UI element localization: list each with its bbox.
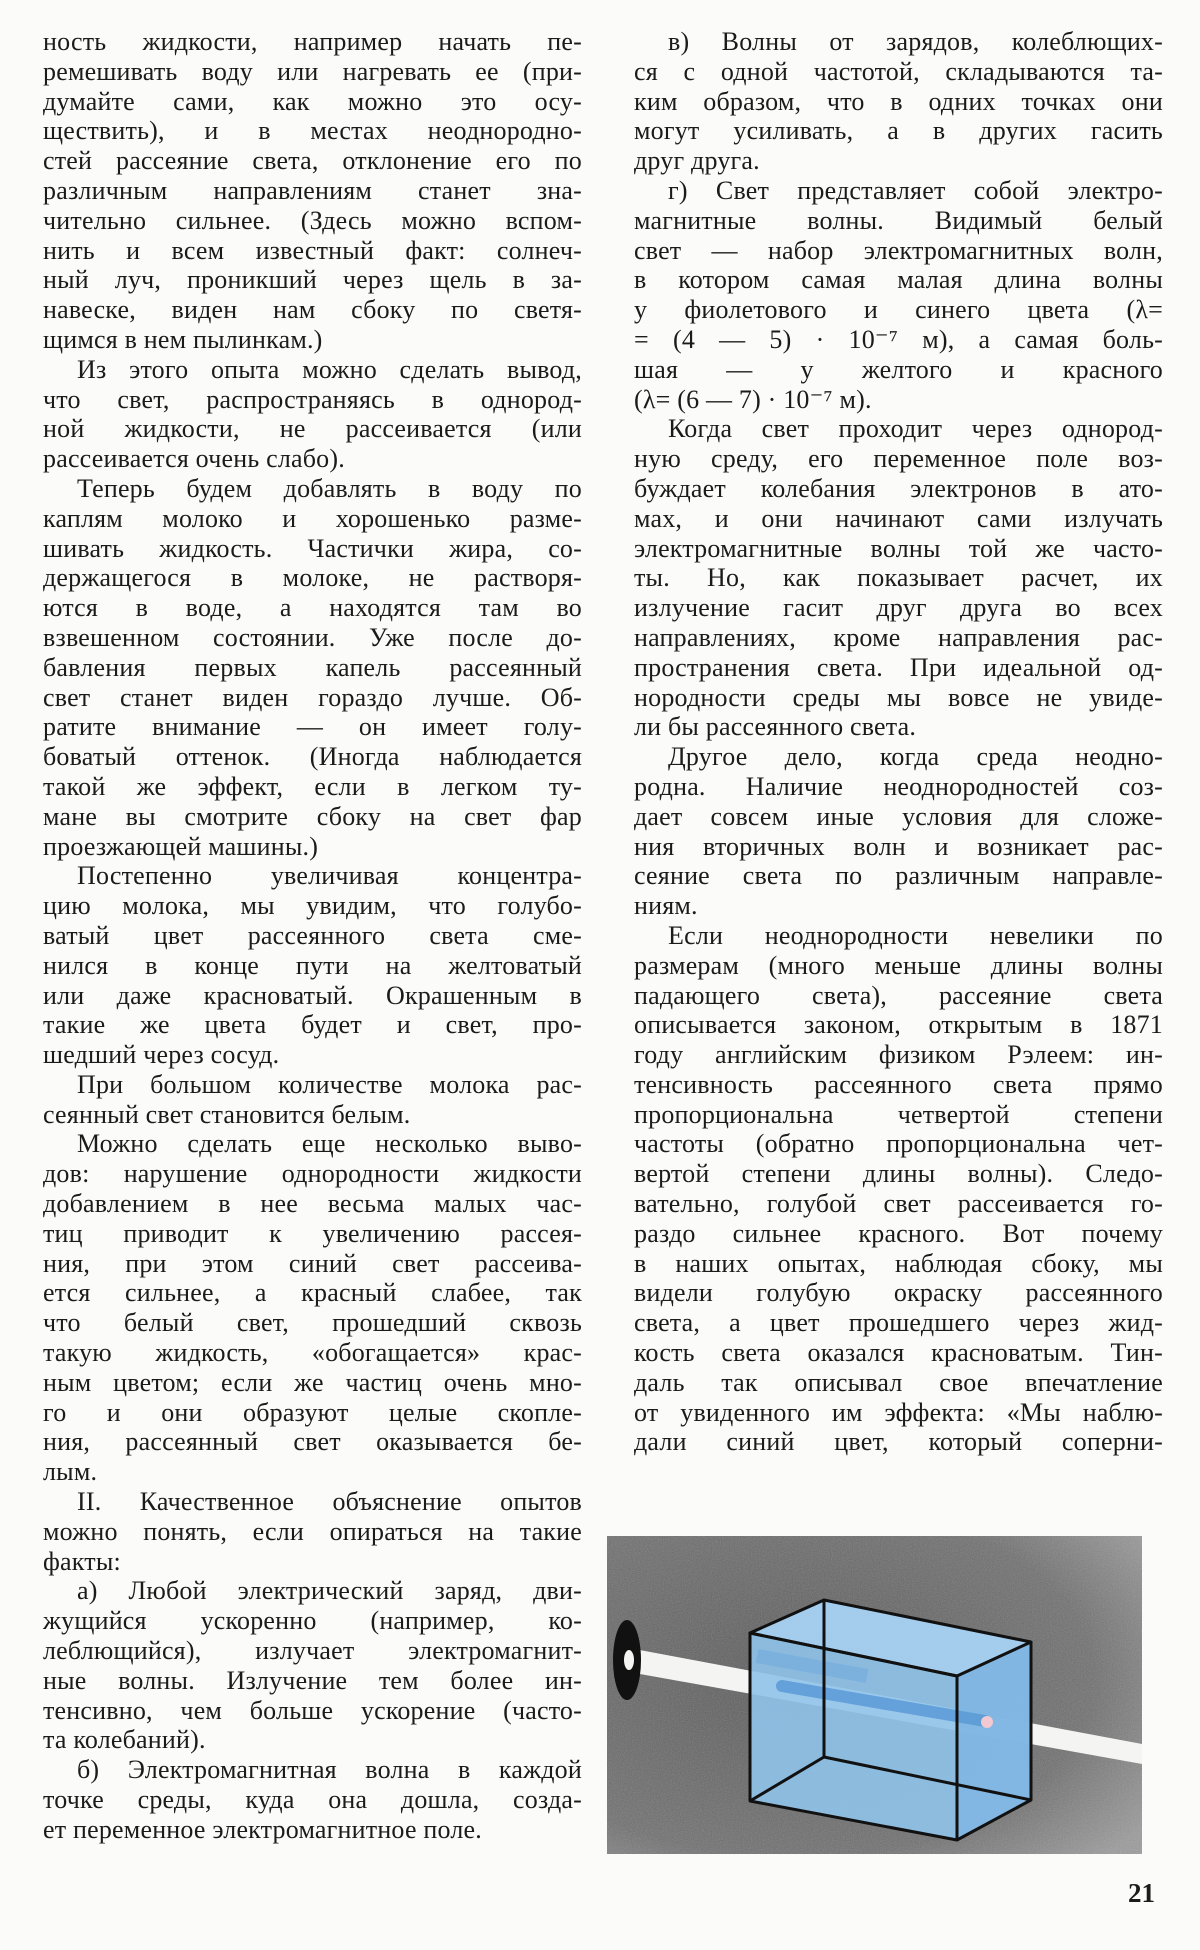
text-line: видели голубую окраску рассеянного bbox=[634, 1278, 1163, 1308]
text-line: сеянный свет становится белым. bbox=[43, 1099, 411, 1129]
text-line: стей рассеяние света, отклонение его по bbox=[43, 146, 582, 176]
text-line: пропорциональна четвертой степени bbox=[634, 1099, 1163, 1129]
text-line: ную среду, его переменное поле воз- bbox=[634, 444, 1163, 474]
paragraph bbox=[634, 921, 1163, 1457]
paragraph bbox=[634, 414, 1163, 742]
text-line: ной жидкости, не рассеивается (или bbox=[43, 414, 582, 444]
text-line: (λ= (6 — 7) · 10⁻⁷ м). bbox=[634, 384, 872, 414]
text-line: Когда свет проходит через однород- bbox=[668, 414, 1163, 444]
text-line: ниям. bbox=[634, 891, 698, 921]
text-line: думайте сами, как можно это осу- bbox=[43, 86, 582, 116]
text-line: ватый цвет рассеянного света сме- bbox=[43, 920, 582, 950]
text-line: можно понять, если опираться на такие bbox=[43, 1516, 582, 1546]
text-line: ществить), и в местах неоднородно- bbox=[43, 116, 582, 146]
paragraph bbox=[43, 1755, 582, 1844]
figure-light-through-water-tank bbox=[607, 1536, 1142, 1854]
text-line: тенсивность рассеянного света прямо bbox=[634, 1069, 1163, 1099]
text-line: шая — у желтого и красного bbox=[634, 354, 1163, 384]
text-line: го и они образуют целые скопле- bbox=[43, 1397, 582, 1427]
text-line: навеске, виден нам сбоку по светя- bbox=[43, 295, 582, 325]
text-line: мане вы смотрите сбоку на свет фар bbox=[43, 801, 582, 831]
text-line: дали синий цвет, который соперни- bbox=[634, 1427, 1163, 1457]
text-line: мах, и они начинают сами излучать bbox=[634, 503, 1163, 533]
text-line: Можно сделать еще несколько выво- bbox=[77, 1129, 582, 1159]
text-line: держащегося в молоке, не растворя- bbox=[43, 563, 582, 593]
text-line: = (4 — 5) · 10⁻⁷ м), а самая боль- bbox=[634, 324, 1163, 354]
text-line: боватый оттенок. (Иногда наблюдается bbox=[43, 742, 582, 772]
text-line: ратите внимание — он имеет голу- bbox=[43, 712, 582, 742]
text-line: ность жидкости, например начать пе- bbox=[43, 27, 582, 56]
text-line: сеяние света по различным направле- bbox=[634, 861, 1163, 891]
text-line: добавлением в нее весьма малых час- bbox=[43, 1189, 582, 1219]
text-line: шивать жидкость. Частички жира, со- bbox=[43, 533, 582, 563]
text-line: родна. Наличие неоднородностей соз- bbox=[634, 771, 1163, 801]
text-line: ный луч, проникший через щель в за- bbox=[43, 265, 582, 295]
text-line: II. Качественное объяснение опытов bbox=[77, 1487, 582, 1517]
text-column-left bbox=[43, 27, 582, 1845]
text-line: а) Любой электрический заряд, дви- bbox=[77, 1576, 582, 1606]
text-line: нородности среды мы вовсе не увиде- bbox=[634, 682, 1163, 712]
paragraph bbox=[634, 742, 1163, 921]
text-line: рассеивается очень слабо). bbox=[43, 444, 345, 474]
text-line: Теперь будем добавлять в воду по bbox=[77, 473, 582, 503]
paragraph bbox=[634, 176, 1163, 414]
text-line: свет станет виден гораздо лучше. Об- bbox=[43, 682, 582, 712]
text-line: света, а цвет прошедшего через жид- bbox=[634, 1308, 1163, 1338]
tank-illustration bbox=[607, 1536, 1142, 1854]
text-line: леблющийся), излучает электромагнит- bbox=[43, 1636, 582, 1666]
text-line: цию молока, мы увидим, что голубо- bbox=[43, 891, 582, 921]
text-line: та колебаний). bbox=[43, 1725, 206, 1755]
text-line: г) Свет представляет собой электро- bbox=[668, 175, 1163, 205]
text-line: дает совсем иные условия для сложе- bbox=[634, 801, 1163, 831]
text-line: Из этого опыта можно сделать вывод, bbox=[77, 354, 582, 384]
text-line: чительно сильнее. (Здесь можно вспом- bbox=[43, 205, 582, 235]
text-line: падающего света), рассеяние света bbox=[634, 980, 1163, 1010]
paragraph bbox=[43, 861, 582, 1070]
text-line: электромагнитные волны той же часто- bbox=[634, 533, 1163, 563]
text-line: от увиденного им эффекта: «Мы наблю- bbox=[634, 1397, 1163, 1427]
text-line: дов: нарушение однородности жидкости bbox=[43, 1159, 582, 1189]
text-line: б) Электромагнитная волна в каждой bbox=[77, 1755, 582, 1785]
text-line: вертой степени длины волны). Следо- bbox=[634, 1159, 1163, 1189]
text-line: такие же цвета будет и свет, про- bbox=[43, 1010, 582, 1040]
text-line: размерам (много меньше длины волны bbox=[634, 950, 1163, 980]
text-line: взвешенном состоянии. Уже после до- bbox=[43, 622, 582, 652]
text-line: Другое дело, когда среда неодно- bbox=[668, 742, 1163, 772]
text-line: в котором самая малая длина волны bbox=[634, 265, 1163, 295]
text-line: Постепенно увеличивая концентра- bbox=[77, 861, 582, 891]
text-line: описывается законом, открытым в 1871 bbox=[634, 1010, 1163, 1040]
text-line: различным направлениям станет зна- bbox=[43, 175, 582, 205]
text-line: даль так описывал свое впечатление bbox=[634, 1367, 1163, 1397]
text-line: ким образом, что в одних точках они bbox=[634, 86, 1163, 116]
text-line: ные волны. Излучение тем более ин- bbox=[43, 1665, 582, 1695]
text-line: нился в конце пути на желтоватый bbox=[43, 950, 582, 980]
text-line: ся с одной частотой, складываются та- bbox=[634, 56, 1163, 86]
text-line: излучение гасит друг друга во всех bbox=[634, 593, 1163, 623]
text-line: у фиолетового и синего цвета (λ= bbox=[634, 295, 1163, 325]
text-line: ты. Но, как показывает расчет, их bbox=[634, 563, 1163, 593]
text-line: частоты (обратно пропорциональна чет- bbox=[634, 1129, 1163, 1159]
paragraph bbox=[634, 27, 1163, 176]
text-line: такой же эффект, если в легком ту- bbox=[43, 771, 582, 801]
text-line: в наших опытах, наблюдая сбоку, мы bbox=[634, 1248, 1163, 1278]
text-line: шедший через сосуд. bbox=[43, 1040, 280, 1070]
text-line: бавления первых капель рассеянный bbox=[43, 652, 582, 682]
text-line: ния вторичных волн и возникает рас- bbox=[634, 831, 1163, 861]
paragraph bbox=[43, 355, 582, 474]
paragraph bbox=[43, 1129, 582, 1487]
paragraph bbox=[43, 1070, 582, 1130]
text-line: ния, при этом синий свет рассеива- bbox=[43, 1248, 582, 1278]
text-line: могут усиливать, а в других гасить bbox=[634, 116, 1163, 146]
text-line: буждает колебания электронов в ато- bbox=[634, 473, 1163, 503]
text-line: в) Волны от зарядов, колеблющих- bbox=[668, 27, 1163, 56]
text-line: ремешивать воду или нагревать ее (при- bbox=[43, 56, 582, 86]
text-line: друг друга. bbox=[634, 146, 760, 176]
text-line: факты: bbox=[43, 1546, 121, 1576]
text-line: вательно, голубой свет рассеивается го- bbox=[634, 1189, 1163, 1219]
text-line: кость света оказался красноватым. Тин- bbox=[634, 1338, 1163, 1368]
text-line: свет — набор электромагнитных волн, bbox=[634, 235, 1163, 265]
text-line: каплям молоко и хорошенько разме- bbox=[43, 503, 582, 533]
text-line: или даже красноватый. Окрашенным в bbox=[43, 980, 582, 1010]
text-line: ется сильнее, а красный слабее, так bbox=[43, 1278, 582, 1308]
text-line: точке среды, куда она дошла, созда- bbox=[43, 1785, 582, 1815]
text-line: проезжающей машины.) bbox=[43, 831, 319, 861]
text-line: ли бы рассеянного света. bbox=[634, 712, 917, 742]
paragraph bbox=[43, 474, 582, 861]
text-line: что свет, распространяясь в однород- bbox=[43, 384, 582, 414]
text-line: году английским физиком Рэлеем: ин- bbox=[634, 1040, 1163, 1070]
text-line: При большом количестве молока рас- bbox=[77, 1069, 582, 1099]
text-line: магнитные волны. Видимый белый bbox=[634, 205, 1163, 235]
text-line: ет переменное электромагнитное поле. bbox=[43, 1814, 482, 1844]
text-line: жущийся ускоренно (например, ко- bbox=[43, 1606, 582, 1636]
text-line: что белый свет, прошедший сквозь bbox=[43, 1308, 582, 1338]
text-line: направлениях, кроме направления рас- bbox=[634, 622, 1163, 652]
text-line: раздо сильнее красного. Вот почему bbox=[634, 1218, 1163, 1248]
text-line: тиц приводит к увеличению рассея- bbox=[43, 1218, 582, 1248]
page-number: 21 bbox=[1128, 1878, 1155, 1908]
paragraph bbox=[43, 27, 582, 355]
text-column-right bbox=[634, 27, 1163, 1457]
text-line: щимся в нем пылинкам.) bbox=[43, 324, 323, 354]
text-line: Если неоднородности невелики по bbox=[668, 920, 1163, 950]
text-line: нить и всем известный факт: солнеч- bbox=[43, 235, 582, 265]
text-line: ются в воде, а находятся там во bbox=[43, 593, 582, 623]
text-line: пространения света. При идеальной од- bbox=[634, 652, 1163, 682]
text-line: ния, рассеянный свет оказывается бе- bbox=[43, 1427, 582, 1457]
paragraph bbox=[43, 1487, 582, 1576]
paragraph bbox=[43, 1576, 582, 1755]
text-line: ным цветом; если же частиц очень мно- bbox=[43, 1367, 582, 1397]
text-line: тенсивно, чем больше ускорение (часто- bbox=[43, 1695, 582, 1725]
text-line: такую жидкость, «обогащается» крас- bbox=[43, 1338, 582, 1368]
text-line: лым. bbox=[43, 1457, 98, 1487]
